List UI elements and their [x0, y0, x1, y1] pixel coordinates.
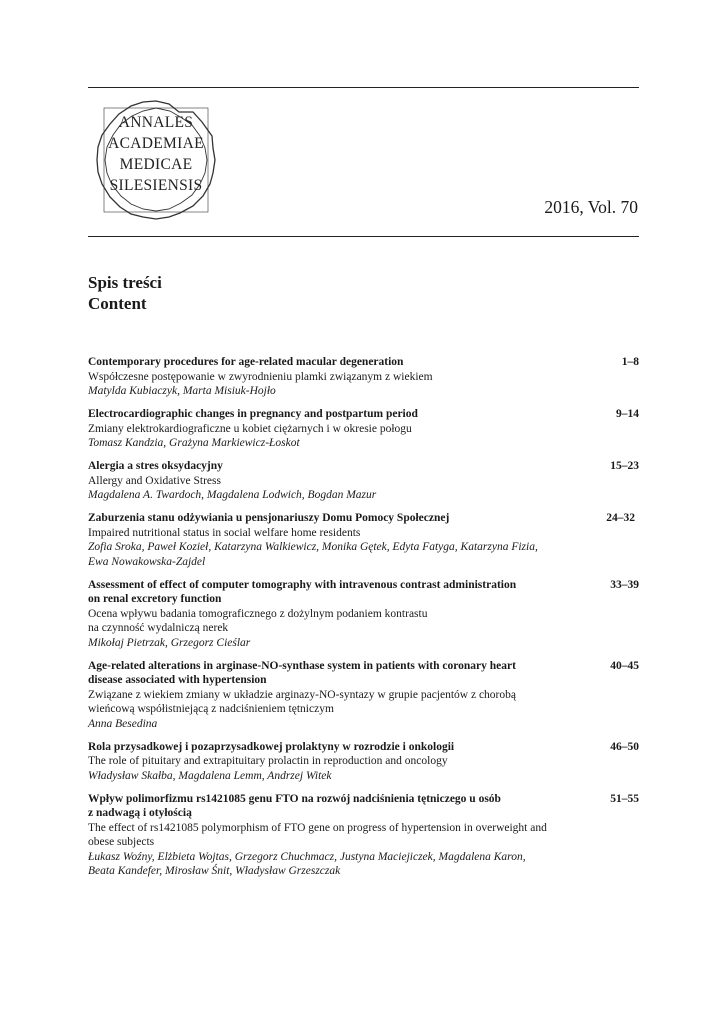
entry-authors	[88, 850, 588, 879]
entry-title-line: Alergia a stres oksydacyjny	[88, 460, 223, 472]
entry-authors-line: Beata Kandefer, Mirosław Śnit, Władysław Grzeszczak	[88, 865, 341, 877]
entry-authors-line: Zofia Sroka, Paweł Kozieł, Katarzyna Walkiewicz, Monika Gętek, Edyta Fatyga, Katarzyna Fizia,	[88, 541, 538, 553]
contents-heading-en: Content	[88, 294, 147, 313]
entry-title	[88, 355, 588, 370]
entry-authors	[88, 384, 588, 399]
entry-pages: 15–23	[610, 460, 639, 472]
volume-info: 2016, Vol. 70	[544, 197, 638, 217]
entry-authors-line: Ewa Nowakowska-Zajdel	[88, 555, 206, 568]
logo-text	[94, 112, 218, 196]
toc-entry[interactable]	[88, 740, 639, 784]
entry-subtitle	[88, 422, 588, 437]
toc-entry[interactable]	[88, 659, 639, 732]
toc-entry[interactable]	[88, 355, 639, 399]
entry-title	[88, 511, 588, 526]
entry-title	[88, 578, 588, 607]
entry-subtitle	[88, 474, 588, 489]
entry-title-line: Wpływ polimorfizmu rs1421085 genu FTO na rozwój nadciśnienia tętniczego u osób	[88, 792, 501, 805]
entry-subtitle	[88, 607, 588, 636]
entry-title-line: Rola przysadkowej i pozaprzysadkowej prolaktyny w rozrodzie i onkologii	[88, 740, 455, 753]
entry-authors-line: Magdalena A. Twardoch, Magdalena Lodwich, Bogdan Mazur	[88, 489, 377, 501]
entry-authors	[88, 488, 588, 503]
toc-entry[interactable]	[88, 407, 639, 451]
entry-subtitle-line: Ocena wpływu badania tomograficznego z dożylnym podaniem kontrastu	[88, 607, 428, 620]
toc-entry[interactable]	[88, 459, 639, 503]
entry-subtitle	[88, 370, 588, 385]
entry-authors-line: Łukasz Woźny, Elżbieta Wojtas, Grzegorz Chuchmacz, Justyna Maciejiczek, Magdalena Karon,	[88, 850, 526, 863]
entry-subtitle	[88, 526, 588, 541]
entry-pages: 40–45	[610, 659, 639, 672]
journal-logo	[94, 98, 218, 222]
entry-subtitle-line: wieńcową współistniejącą z nadciśnieniem tętniczym	[88, 703, 334, 715]
entry-subtitle	[88, 688, 588, 717]
bottom-rule	[88, 236, 639, 237]
entry-authors	[88, 436, 588, 451]
entry-pages: 24–32	[606, 512, 635, 524]
entry-title-line: Zaburzenia stanu odżywiania u pensjonariuszy Domu Pomocy Społecznej	[88, 512, 450, 524]
entry-authors	[88, 540, 588, 569]
entry-subtitle-line: Współczesne postępowanie w zwyrodnieniu plamki związanym z wiekiem	[88, 370, 433, 383]
top-rule	[88, 87, 639, 88]
entry-authors	[88, 717, 588, 732]
entry-authors-line: Władysław Skałba, Magdalena Lemm, Andrzej Witek	[88, 769, 332, 782]
entry-title-line: z nadwagą i otyłością	[88, 807, 192, 819]
entry-title	[88, 792, 588, 821]
entry-subtitle-line: Allergy and Oxidative Stress	[88, 474, 221, 487]
contents-heading-pl: Spis treści	[88, 273, 162, 292]
toc-entry[interactable]	[88, 511, 639, 569]
entry-title-line: on renal excretory function	[88, 593, 222, 605]
logo-line: SILESIENSIS	[109, 177, 203, 194]
entry-subtitle-line: Związane z wiekiem zmiany w układzie arginazy-NO-syntazy w grupie pacjentów z chorobą	[88, 688, 516, 701]
entry-subtitle-line: Impaired nutritional status in social welfare home residents	[88, 526, 361, 539]
entry-title-line: Electrocardiographic changes in pregnancy and postpartum period	[88, 408, 418, 420]
entry-subtitle-line: na czynność wydalniczą nerek	[88, 622, 229, 634]
entry-authors-line: Tomasz Kandzia, Grażyna Markiewicz-Łoskot	[88, 437, 300, 449]
entry-authors-line: Mikołaj Pietrzak, Grzegorz Cieślar	[88, 636, 251, 649]
entry-authors-line: Anna Besedina	[88, 717, 158, 730]
entry-title	[88, 740, 588, 755]
table-of-contents	[88, 355, 639, 887]
entry-title-line: Assessment of effect of computer tomography with intravenous contrast administration	[88, 578, 517, 591]
entry-title	[88, 459, 588, 474]
entry-authors-line: Matylda Kubiaczyk, Marta Misiuk-Hojło	[88, 385, 276, 397]
entry-subtitle-line: obese subjects	[88, 836, 155, 848]
logo-line: ACADEMIAE	[108, 135, 204, 152]
entry-subtitle-line: Zmiany elektrokardiograficzne u kobiet ciężarnych i w okresie połogu	[88, 422, 412, 435]
entry-subtitle	[88, 754, 588, 769]
entry-pages: 9–14	[616, 408, 639, 420]
toc-entry[interactable]	[88, 578, 639, 651]
logo-line: MEDICAE	[119, 156, 193, 173]
logo-line: ANNALES	[118, 114, 194, 131]
entry-pages: 51–55	[610, 792, 639, 805]
entry-subtitle-line: The effect of rs1421085 polymorphism of FTO gene on progress of hypertension in overweight and	[88, 821, 547, 834]
entry-title-line: Age-related alterations in arginase-NO-synthase system in patients with coronary heart	[88, 659, 516, 672]
entry-authors	[88, 769, 588, 784]
entry-subtitle	[88, 821, 588, 850]
entry-pages: 33–39	[610, 578, 639, 591]
entry-title	[88, 659, 588, 688]
entry-title	[88, 407, 588, 422]
entry-title-line: disease associated with hypertension	[88, 674, 267, 686]
entry-subtitle-line: The role of pituitary and extrapituitary prolactin in reproduction and oncology	[88, 755, 448, 767]
entry-pages: 46–50	[610, 740, 639, 753]
entry-title-line: Contemporary procedures for age-related macular degeneration	[88, 356, 404, 368]
entry-pages: 1–8	[621, 356, 639, 368]
entry-authors	[88, 636, 588, 651]
toc-entry[interactable]	[88, 792, 639, 879]
